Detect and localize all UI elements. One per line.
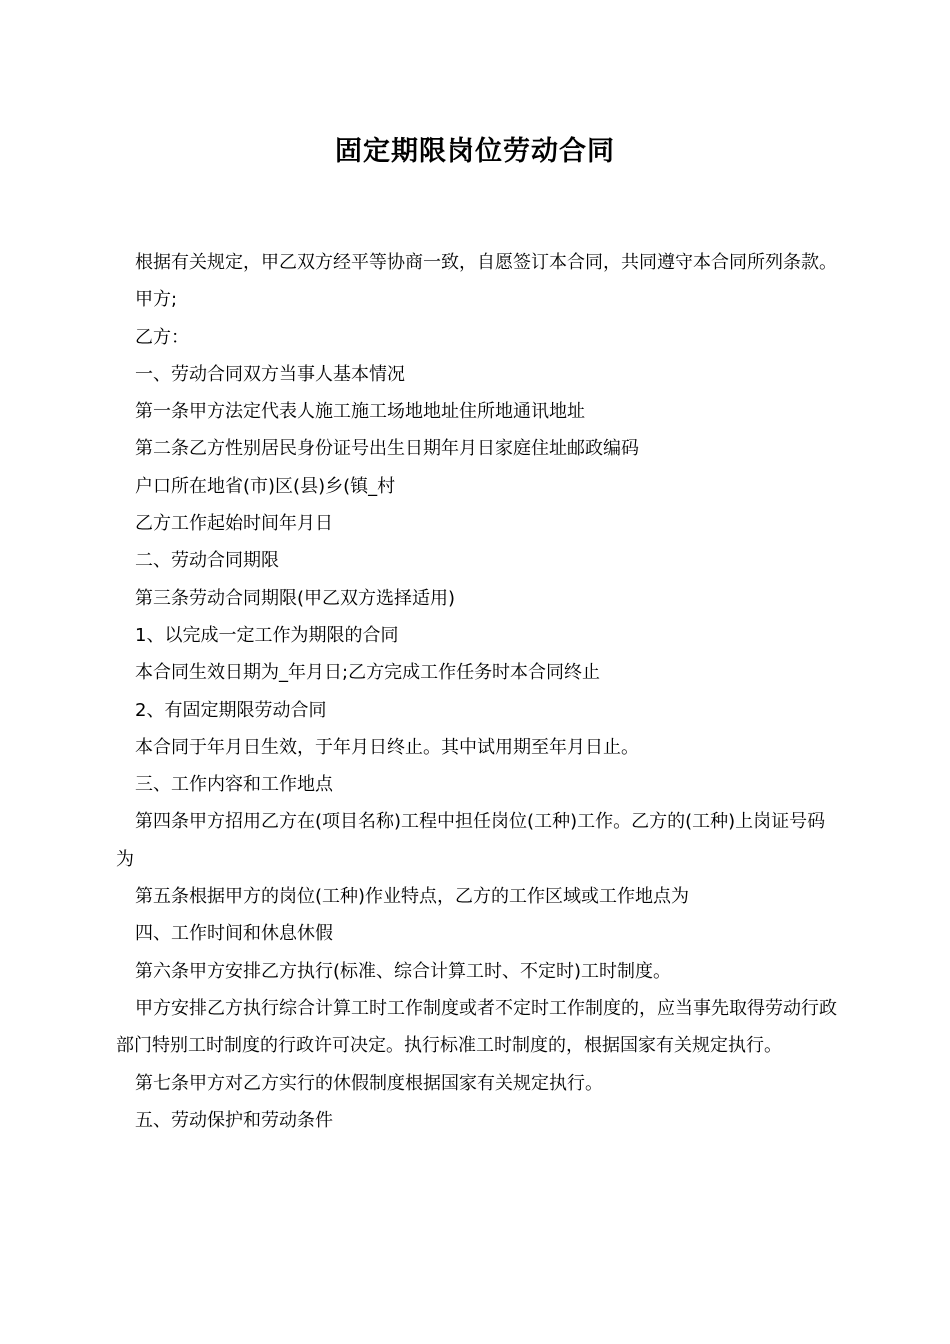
paragraph-party-b: 乙方： <box>135 326 189 348</box>
list-item-2: 2、有固定期限劳动合同 <box>135 699 327 721</box>
section-heading-4: 四、工作时间和休息休假 <box>135 923 333 945</box>
article-1: 第一条甲方法定代表人施工施工场地地址住所地通讯地址 <box>135 401 585 423</box>
paragraph-term: 本合同于年月日生效，于年月日终止。其中试用期至年月日止。 <box>135 736 639 758</box>
list-item-1: 1、以完成一定工作为期限的合同 <box>135 624 399 646</box>
section-heading-3: 三、工作内容和工作地点 <box>135 774 333 796</box>
paragraph-intro: 根据有关规定，甲乙双方经平等协商一致，自愿签订本合同，共同遵守本合同所列条款。 <box>135 252 837 273</box>
paragraph-hukou: 户口所在地省(市)区(县)乡(镇_村 <box>135 475 396 497</box>
paragraph-special-hours: 甲方安排乙方执行综合计算工时工作制度或者不定时工作制度的，应当事先取得劳动行政部门特别工时制度的行政许可决定。执行标准工时制度的，根据国家有关规定执行。 <box>116 997 837 1057</box>
paragraph-start-date: 乙方工作起始时间年月日 <box>135 513 333 535</box>
article-4: 第四条甲方招用乙方在(项目名称)工程中担任岗位(工种)工作。乙方的(工种)上岗证号码为 <box>116 811 826 870</box>
document-body <box>116 244 838 1139</box>
section-heading-2: 二、劳动合同期限 <box>135 550 279 572</box>
article-7: 第七条甲方对乙方实行的休假制度根据国家有关规定执行。 <box>135 1072 603 1094</box>
article-2: 第二条乙方性别居民身份证号出生日期年月日家庭住址邮政编码 <box>135 438 639 460</box>
section-heading-1: 一、劳动合同双方当事人基本情况 <box>135 363 405 385</box>
article-3: 第三条劳动合同期限(甲乙双方选择适用) <box>135 587 456 609</box>
document-title: 固定期限岗位劳动合同 <box>335 136 615 167</box>
paragraph-effective-date: 本合同生效日期为_年月日;乙方完成工作任务时本合同终止 <box>135 662 601 684</box>
article-5: 第五条根据甲方的岗位(工种)作业特点，乙方的工作区域或工作地点为 <box>135 886 690 908</box>
article-6: 第六条甲方安排乙方执行(标准、综合计算工时、不定时)工时制度。 <box>135 960 672 982</box>
section-heading-5: 五、劳动保护和劳动条件 <box>135 1109 333 1131</box>
paragraph-party-a: 甲方; <box>135 289 178 311</box>
